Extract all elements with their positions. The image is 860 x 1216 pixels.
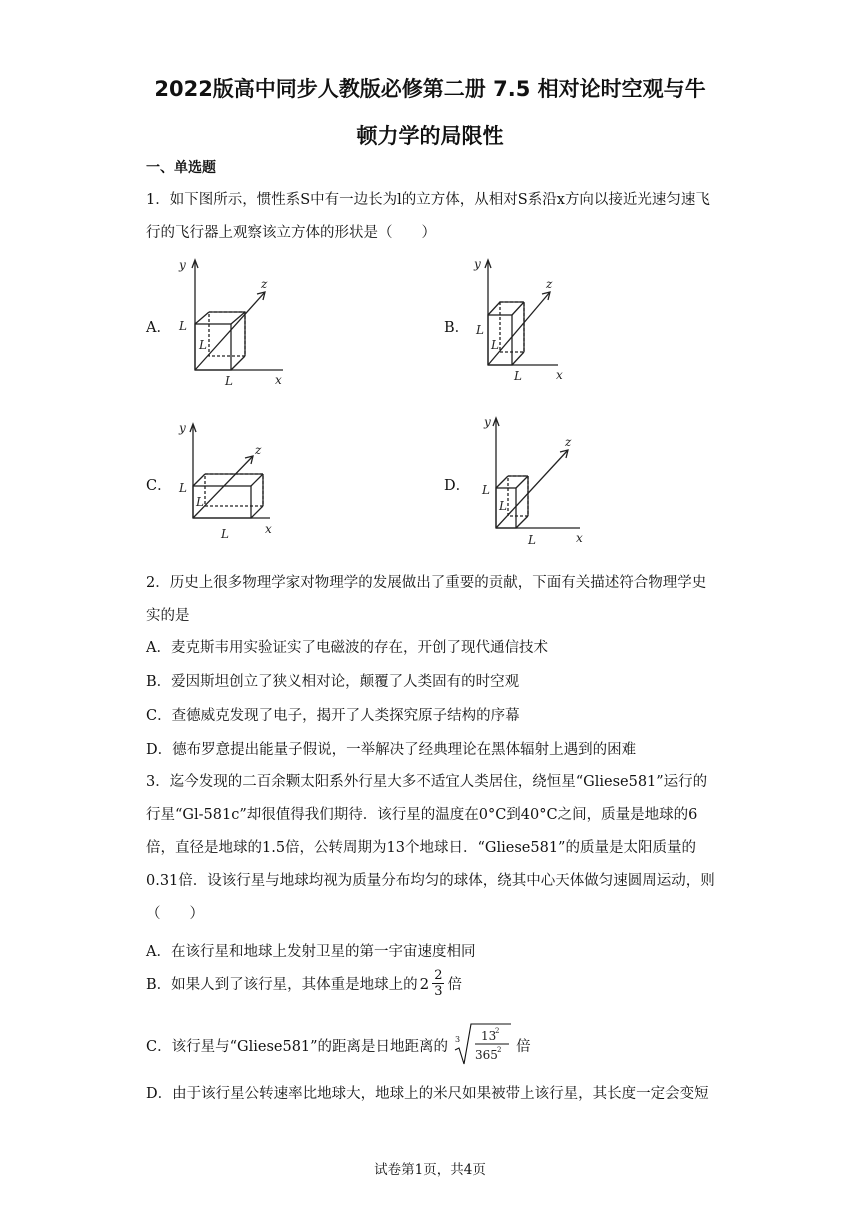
radical-sign	[451, 1022, 513, 1068]
l-label: L	[221, 527, 229, 541]
l-label: L	[491, 338, 499, 352]
denominator-exponent: 2	[497, 1046, 502, 1054]
page-footer: 试卷第1页，共4页	[374, 1162, 486, 1178]
q3-option-a: A．在该行星和地球上发射卫星的第一宇宙速度相同	[146, 944, 476, 960]
y-axis-label: y	[474, 257, 481, 271]
l-label: L	[199, 338, 207, 352]
y-axis-label: y	[179, 421, 186, 435]
page-title	[90, 66, 770, 160]
q3-option-b	[146, 968, 462, 999]
l-label: L	[179, 319, 187, 333]
z-axis-label: z	[565, 435, 572, 449]
numerator-exponent: 2	[495, 1027, 500, 1035]
y-axis-label: y	[484, 415, 491, 429]
mixed-number-whole: 2	[419, 974, 430, 993]
fraction	[432, 968, 444, 999]
q3-option-b-text: B．如果人到了该行星，其体重是地球上的	[146, 977, 418, 993]
q1-option-b-figure	[458, 252, 578, 387]
q1-option-a-figure	[165, 252, 295, 392]
root-denominator: 365	[475, 1048, 498, 1062]
q1-option-c-figure	[165, 418, 285, 548]
l-label: L	[482, 483, 490, 497]
title-line-2: 顿力学的局限性	[356, 124, 504, 148]
q1-option-d-label: D．	[444, 478, 471, 494]
title-line-1: 2022版高中同步人教版必修第二册 7.5 相对论时空观与牛	[154, 77, 706, 101]
q2-option-b: B．爱因斯坦创立了狭义相对论，颠覆了人类固有的时空观	[146, 674, 520, 690]
x-axis-label: x	[265, 522, 272, 536]
q3-option-c-text: C．该行星与“Gliese581”的距离是日地距离的	[146, 1038, 449, 1055]
q2-option-a: A．麦克斯韦用实验证实了电磁波的存在，开创了现代通信技术	[146, 640, 548, 656]
q2-option-c: C．查德威克发现了电子，揭开了人类探究原子结构的序幕	[146, 708, 520, 724]
x-axis-label: x	[556, 368, 563, 382]
l-label: L	[476, 323, 484, 337]
question-2-stem: 2．历史上很多物理学家对物理学的发展做出了重要的贡献，下面有关描述符合物理学史实的是	[146, 575, 707, 624]
l-label: L	[499, 499, 507, 513]
section-heading: 一、单选题	[146, 160, 216, 176]
z-axis-label: z	[255, 443, 262, 457]
q2-option-d: D．德布罗意提出能量子假说，一举解决了经典理论在黑体辐射上遇到的困难	[146, 742, 637, 758]
q1-option-c-label: C．	[146, 478, 172, 494]
q1-option-b-label: B．	[444, 320, 470, 336]
q1-option-d-figure	[468, 410, 593, 552]
fraction-denominator: 3	[434, 984, 443, 999]
l-label: L	[196, 495, 204, 509]
q3-option-c-suffix: 倍	[516, 1038, 531, 1055]
fraction-numerator: 2	[434, 968, 443, 983]
x-axis-label: x	[576, 531, 583, 545]
cube-root-expression	[451, 1022, 513, 1068]
l-label: L	[179, 481, 187, 495]
q3-option-b-suffix: 倍	[447, 977, 462, 993]
q3-option-c	[146, 1022, 531, 1068]
z-axis-label: z	[261, 277, 268, 291]
q1-option-a-label: A．	[146, 320, 171, 336]
y-axis-label: y	[179, 258, 186, 272]
root-numerator: 13	[481, 1029, 497, 1043]
question-1-stem: 1．如下图所示，惯性系S中有一边长为l的立方体，从相对S系沿x方向以接近光速匀速飞行的飞行器上观察该立方体的形状是（ ）	[146, 192, 710, 241]
l-label: L	[528, 533, 536, 547]
root-index: 3	[455, 1035, 461, 1044]
q3-option-d: D．由于该行星公转速率比地球大，地球上的米尺如果被带上该行星，其长度一定会变短	[146, 1086, 709, 1102]
l-label: L	[514, 369, 522, 383]
z-axis-label: z	[546, 277, 553, 291]
x-axis-label: x	[275, 373, 282, 387]
question-3-stem: 3．迄今发现的二百余颗太阳系外行星大多不适宜人类居住，绕恒星“Gliese581”运行的行星“Gl-581c”却很值得我们期待．该行星的温度在0°C到40°C之间，质量是地球的6倍，直径是地球的1.5倍，公转周期为13个地球日．“Gliese581”的质量是太阳质量的0.31倍．设该行星与地球均视为质量分布均匀的球体，绕其中心天体做匀速圆周运动，则（ ）	[146, 774, 715, 922]
l-label: L	[225, 374, 233, 388]
